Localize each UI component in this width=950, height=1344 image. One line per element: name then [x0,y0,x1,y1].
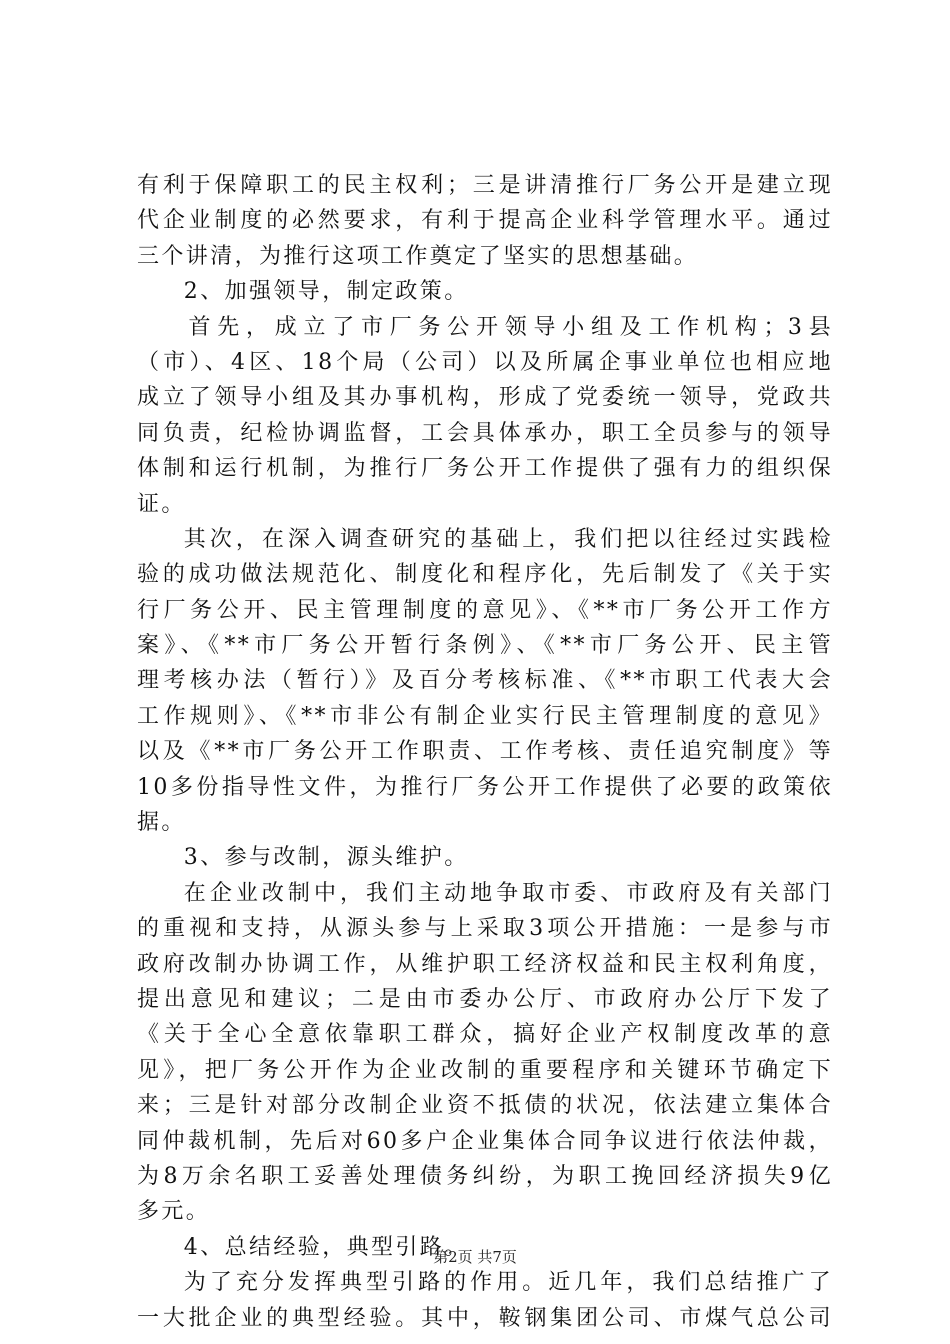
body-text-line: 有利于保障职工的民主权利；三是讲清推行厂务公开是建立现 [137,173,833,198]
body-text-line: 工作规则》、《**市非公有制企业实行民主管理制度的意见》 [137,703,833,729]
body-text-line: 理考核办法（暂行）》及百分考核标准、《**市职工代表大会 [137,668,833,694]
body-text-line: 代企业制度的必然要求，有利于提高企业科学管理水平。通过 [137,208,833,234]
body-text-line: 为了充分发挥典型引路的作用。近几年，我们总结推广了 [183,1270,833,1296]
body-text-line: 据。 [137,810,186,836]
body-text-line: 《关于全心全意依靠职工群众，搞好企业产权制度改革的意 [137,1022,833,1048]
body-text-line: 3、参与改制，源头维护。 [183,845,469,871]
body-text-line: 提出意见和建议；二是由市委办公厅、市政府办公厅下发了 [137,986,833,1012]
body-text-line: 三个讲清，为推行这项工作奠定了坚实的思想基础。 [137,243,699,269]
body-text-line: 其次，在深入调查研究的基础上，我们把以往经过实践检 [183,526,833,552]
body-text-line: 案》、《**市厂务公开暂行条例》、《**市厂务公开、民主管 [137,633,833,659]
page-footer: 第2页 共7页 [433,1248,517,1266]
body-text-line: 的重视和支持，从源头参与上采取3项公开措施：一是参与市 [137,916,833,942]
body-text-line: 以及《**市厂务公开工作职责、工作考核、责任追究制度》等 [137,739,833,765]
body-text-line: 行厂务公开、民主管理制度的意见》、《**市厂务公开工作方 [137,597,833,623]
body-text-line: 验的成功做法规范化、制度化和程序化，先后制发了《关于实 [137,562,833,588]
body-text-line: 在企业改制中，我们主动地争取市委、市政府及有关部门 [183,880,833,906]
body-text-line: 同负责，纪检协调监督，工会具体承办，职工全员参与的领导 [137,420,833,446]
body-text-line: 10多份指导性文件，为推行厂务公开工作提供了必要的政策依 [137,774,833,800]
body-text-line: 体制和运行机制，为推行厂务公开工作提供了强有力的组织保 [137,456,833,482]
body-text-line: 见》，把厂务公开作为企业改制的重要程序和关键环节确定下 [137,1057,833,1083]
body-text-line: 同仲裁机制，先后对60多户企业集体合同争议进行依法仲裁， [137,1128,833,1154]
body-text-line: 2、加强领导，制定政策。 [183,279,469,305]
body-text-line: 成立了领导小组及其办事机构，形成了党委统一领导，党政共 [137,385,833,411]
body-text-line: 4、总结经验，典型引路。 [183,1234,469,1260]
body-text-line: 多元。 [137,1199,211,1225]
body-text-line: 证。 [137,491,186,517]
body-text-line: 为8万余名职工妥善处理债务纠纷，为职工挽回经济损失9亿 [137,1163,833,1189]
body-text-line: 政府改制办协调工作，从维护职工经济权益和民主权利角度， [137,951,833,977]
body-text-line: 首先，成立了市厂务公开领导小组及工作机构；3县 [188,314,833,340]
body-text-line: 来；三是针对部分改制企业资不抵债的状况，依法建立集体合 [137,1093,833,1119]
body-text-line: 一大批企业的典型经验。其中，鞍钢集团公司、市煤气总公司 [137,1305,833,1331]
body-text-line: （市）、4区、18个局（公司）以及所属企事业单位也相应地 [137,349,833,375]
document-body [137,168,833,1336]
